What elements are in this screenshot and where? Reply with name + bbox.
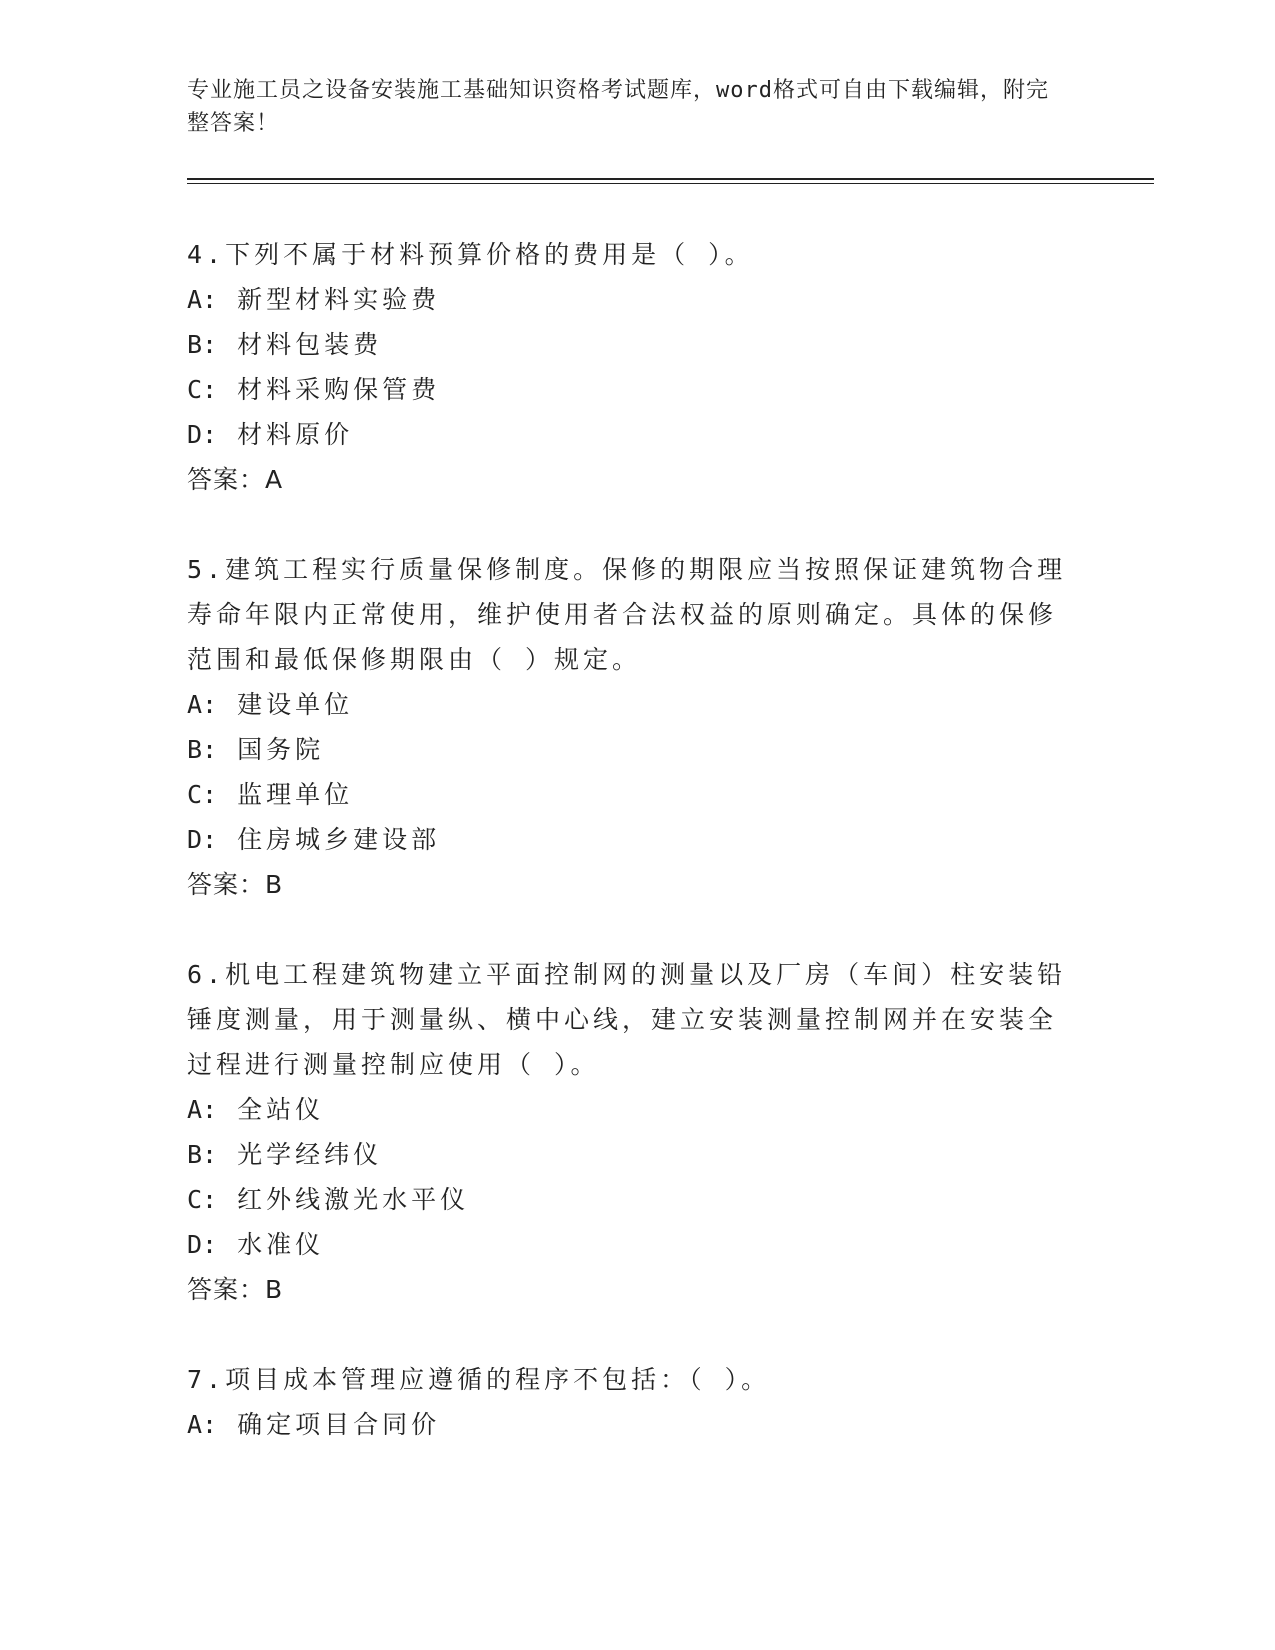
option-text: 红外线激光水平仪 — [237, 1185, 470, 1214]
option-key: D: — [187, 420, 218, 449]
question-item — [187, 1357, 1067, 1447]
option-b — [187, 727, 1067, 772]
answer-line: 答案：B — [187, 1275, 284, 1304]
option-b — [187, 1132, 1067, 1177]
option-key: A: — [187, 690, 218, 719]
question-stem: 5.建筑工程实行质量保修制度。保修的期限应当按照保证建筑物合理寿命年限内正常使用，维护使用者合法权益的原则确定。具体的保修范围和最低保修期限由（ ）规定。 — [187, 555, 1067, 674]
option-d — [187, 412, 1067, 457]
option-text: 材料采购保管费 — [237, 375, 441, 404]
option-key: A: — [187, 285, 218, 314]
question-stem: 7.项目成本管理应遵循的程序不包括：（ ）。 — [187, 1365, 771, 1394]
header-divider — [187, 178, 1154, 180]
option-a — [187, 682, 1067, 727]
answer-line: 答案：A — [187, 465, 284, 494]
option-text: 新型材料实验费 — [237, 285, 441, 314]
question-item — [187, 232, 1067, 502]
option-key: C: — [187, 1185, 218, 1214]
option-key: A: — [187, 1095, 218, 1124]
option-c — [187, 772, 1067, 817]
option-text: 建设单位 — [237, 690, 354, 719]
option-text: 国务院 — [237, 735, 325, 764]
option-text: 材料包装费 — [237, 330, 383, 359]
option-key: D: — [187, 825, 218, 854]
option-key: B: — [187, 1140, 218, 1169]
option-key: A: — [187, 1410, 218, 1439]
option-c — [187, 1177, 1067, 1222]
option-c — [187, 367, 1067, 412]
option-a — [187, 1087, 1067, 1132]
option-b — [187, 322, 1067, 367]
question-stem: 4.下列不属于材料预算价格的费用是（ ）。 — [187, 240, 754, 269]
question-stem: 6.机电工程建筑物建立平面控制网的测量以及厂房（车间）柱安装铅锤度测量，用于测量纵、横中心线，建立安装测量控制网并在安装全过程进行测量控制应使用（ ）。 — [187, 960, 1067, 1079]
option-text: 水准仪 — [237, 1230, 325, 1259]
answer-line: 答案：B — [187, 870, 284, 899]
header-divider-thin — [187, 183, 1154, 184]
option-d — [187, 1222, 1067, 1267]
option-text: 光学经纬仪 — [237, 1140, 383, 1169]
question-item — [187, 547, 1067, 907]
option-text: 材料原价 — [237, 420, 354, 449]
option-key: C: — [187, 375, 218, 404]
option-text: 住房城乡建设部 — [237, 825, 441, 854]
option-text: 监理单位 — [237, 780, 354, 809]
question-list — [187, 232, 1067, 1492]
question-item — [187, 952, 1067, 1312]
option-text: 确定项目合同价 — [237, 1410, 441, 1439]
option-d — [187, 817, 1067, 862]
option-key: B: — [187, 330, 218, 359]
option-key: D: — [187, 1230, 218, 1259]
option-text: 全站仪 — [237, 1095, 325, 1124]
option-a — [187, 1402, 1067, 1447]
option-key: B: — [187, 735, 218, 764]
option-key: C: — [187, 780, 218, 809]
document-header-title: 专业施工员之设备安装施工基础知识资格考试题库，word格式可自由下载编辑，附完整答案！ — [187, 78, 1049, 136]
option-a — [187, 277, 1067, 322]
